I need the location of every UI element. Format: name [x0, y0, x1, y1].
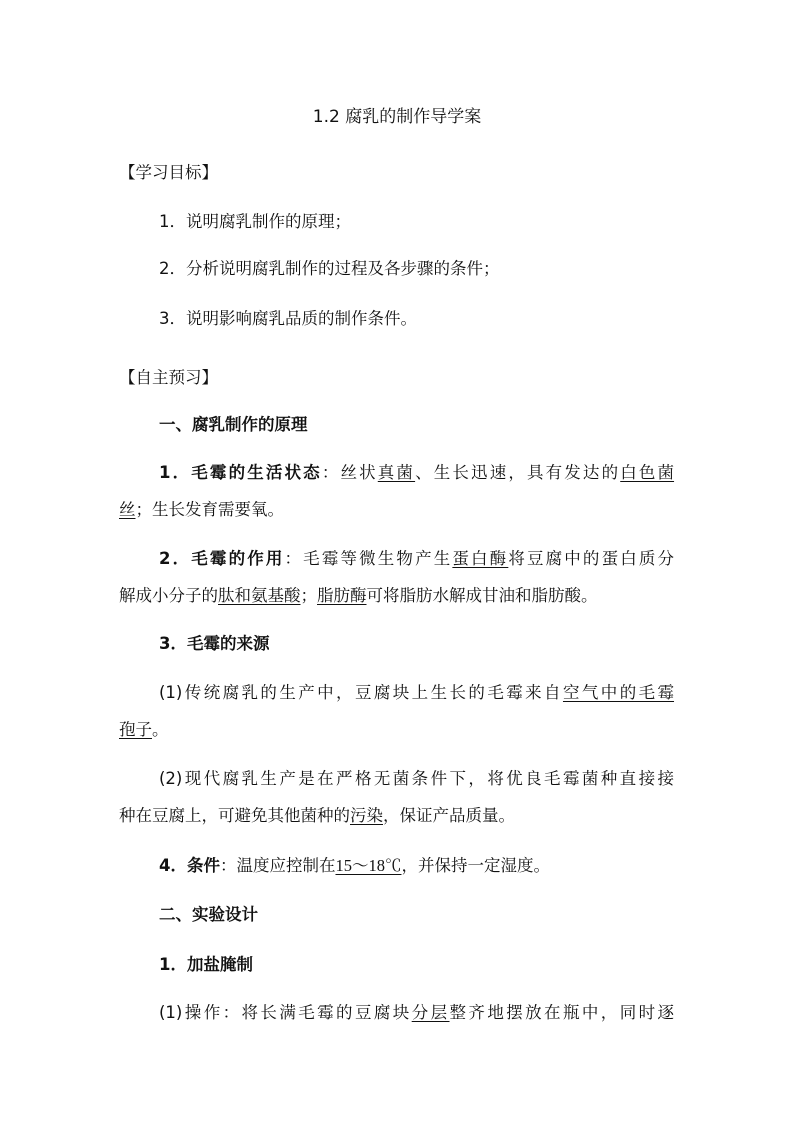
section-heading-preview: 【自主预习】 [119, 368, 218, 387]
paragraph-2-line-1: 2．毛霉的作用：毛霉等微生物产生蛋白酶将豆腐中的蛋白质分 [159, 549, 675, 568]
paragraph-4-label: 4．条件 [159, 856, 220, 875]
answer-underline: 真菌 [377, 463, 416, 482]
answer-underline: 白色菌 [620, 463, 675, 482]
part1-title: 一、腐乳制作的原理 [159, 415, 308, 434]
paragraph-3-sub1-line-1: (1)传统腐乳的生产中，豆腐块上生长的毛霉来自空气中的毛霉 [159, 683, 675, 702]
answer-underline: 蛋白酶 [452, 549, 509, 568]
answer-underline: 丝 [119, 500, 136, 519]
step-1-label: 1．加盐腌制 [159, 955, 253, 974]
answer-underline: 肽和氨基酸 [218, 586, 301, 605]
objective-item-1: 1．说明腐乳制作的原理； [159, 212, 351, 231]
section-heading-objectives: 【学习目标】 [119, 163, 218, 182]
paragraph-1-label: 1．毛霉的生活状态 [159, 463, 322, 482]
answer-underline: 孢子 [119, 720, 152, 739]
document-title: 1.2 腐乳的制作导学案 [312, 107, 482, 127]
paragraph-4: 4．条件：温度应控制在15～18℃，并保持一定湿度。 [159, 856, 550, 875]
paragraph-3-sub2-line-2: 种在豆腐上，可避免其他菌种的污染，保证产品质量。 [119, 806, 515, 825]
paragraph-1-line-2: 丝；生长发育需要氧。 [119, 500, 284, 519]
part2-title: 二、实验设计 [159, 905, 258, 924]
paragraph-2-label: 2．毛霉的作用 [159, 549, 285, 568]
step-1-paragraph-1: (1)操作：将长满毛霉的豆腐块分层整齐地摆放在瓶中，同时逐 [159, 1003, 675, 1022]
paragraph-2-line-2: 解成小分子的肽和氨基酸；脂肪酶可将脂肪水解成甘油和脂肪酸。 [119, 586, 598, 605]
paragraph-1-line-1: 1．毛霉的生活状态：丝状真菌、生长迅速，具有发达的白色菌 [159, 463, 675, 482]
answer-underline: 15～18℃ [335, 856, 402, 875]
answer-underline: 脂肪酶 [317, 586, 367, 605]
paragraph-3-sub1-line-2: 孢子。 [119, 720, 169, 739]
objective-item-2: 2．分析说明腐乳制作的过程及各步骤的条件； [159, 259, 500, 278]
paragraph-3-label: 3．毛霉的来源 [159, 634, 270, 653]
answer-underline: 空气中的毛霉 [562, 683, 675, 702]
answer-underline: 污染 [350, 806, 383, 825]
paragraph-3-sub2-line-1: (2)现代腐乳生产是在严格无菌条件下，将优良毛霉菌种直接接 [159, 769, 674, 788]
answer-underline: 分层 [411, 1003, 450, 1022]
objective-item-3: 3．说明影响腐乳品质的制作条件。 [159, 309, 417, 328]
